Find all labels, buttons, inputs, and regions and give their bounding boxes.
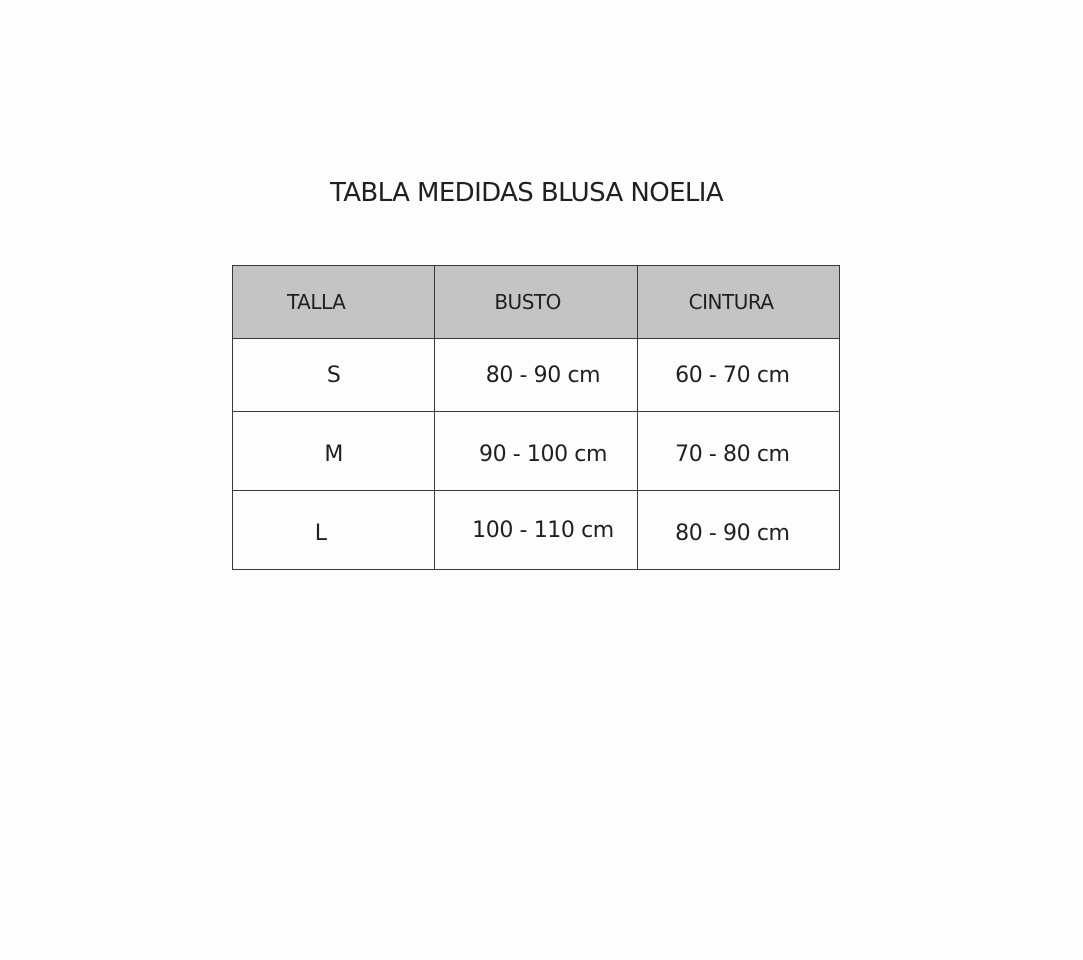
cell-talla: M [233, 412, 435, 491]
table-row [233, 491, 840, 570]
cell-cintura: 60 - 70 cm [637, 339, 839, 412]
header-cintura: CINTURA [637, 266, 839, 339]
cell-cintura: 80 - 90 cm [637, 491, 839, 570]
header-talla: TALLA [233, 266, 435, 339]
cell-talla: S [233, 339, 435, 412]
cell-talla: L [233, 491, 435, 570]
cell-busto: 100 - 110 cm [435, 491, 637, 570]
page-title: TABLA MEDIDAS BLUSA NOELIA [329, 178, 724, 208]
table-row [233, 339, 840, 412]
cell-busto: 90 - 100 cm [435, 412, 637, 491]
table-row [233, 412, 840, 491]
cell-cintura: 70 - 80 cm [637, 412, 839, 491]
table-header-row [233, 266, 840, 339]
header-busto: BUSTO [435, 266, 637, 339]
cell-busto: 80 - 90 cm [435, 339, 637, 412]
size-chart-table [232, 265, 840, 570]
